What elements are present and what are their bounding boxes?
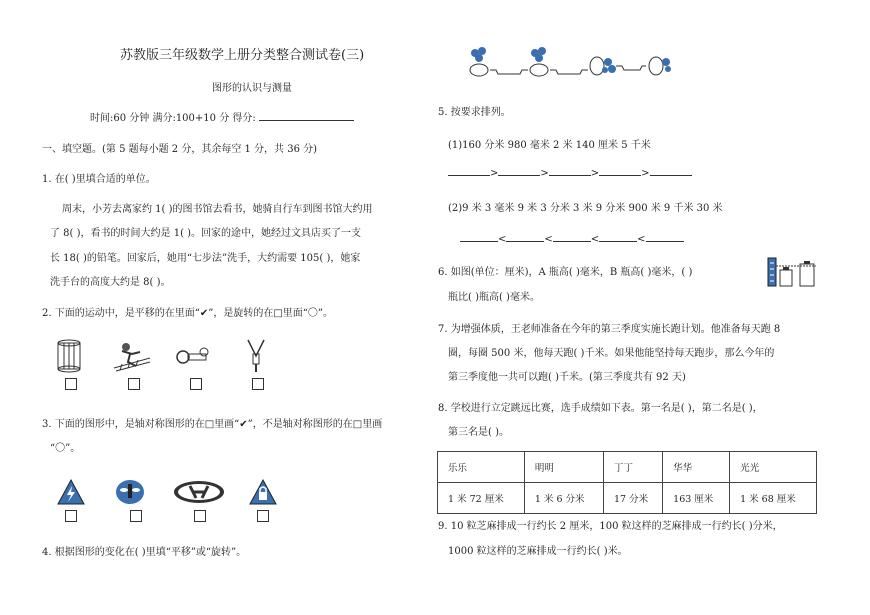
q3-answer-box[interactable]	[65, 510, 77, 522]
order-sign: <	[637, 234, 646, 245]
q8-line1: 8. 学校进行立定跳远比赛，选手成绩如下表。第一名是( )，第二名是( )，	[438, 403, 763, 414]
table-cell-score: 1 米 6 分米	[524, 483, 603, 514]
q5-prompt: 5. 按要求排列。	[438, 107, 511, 118]
table-cell-score: 1 米 68 厘米	[730, 483, 817, 514]
q1-line: 周末，小芳去离家约 1( )的图书馆去看书，她骑自行车到图书馆大约用	[62, 204, 373, 215]
q6-line2: 瓶比( )瓶高( )毫米。	[448, 292, 540, 303]
jump-results-table	[437, 451, 817, 514]
order-blank[interactable]	[646, 232, 684, 242]
bottles-ruler-icon	[766, 256, 818, 288]
table-row	[438, 452, 817, 483]
order-blank[interactable]	[460, 232, 498, 242]
order-blank[interactable]	[599, 166, 641, 176]
q9-line1: 9. 10 粒芝麻排成一行约长 2 厘米，100 粒这样的芝麻排成一行约长( )分米，	[438, 521, 783, 532]
order-sign: <	[498, 234, 507, 245]
q4-prompt: 4. 根据图形的变化在( )里填“平移”或“旋转”。	[42, 547, 247, 558]
q3-answer-box[interactable]	[194, 510, 206, 522]
hyundai-logo-icon	[172, 480, 226, 504]
q2-prompt: 2. 下面的运动中，是平移的在里面“✔”，是旋转的在□里面“〇”。	[42, 308, 333, 319]
q2-answer-box[interactable]	[190, 378, 202, 390]
order-blank[interactable]	[448, 166, 490, 176]
table-cell-score: 17 分米	[603, 483, 662, 514]
q1-line: 长 18( )的铅笔。回家后，她用“七步法”洗手，大约需要 105( )，她家	[50, 253, 361, 264]
page-subtitle: 图形的认识与测量	[212, 83, 292, 94]
exam-meta	[90, 109, 354, 124]
q7-line: 7. 为增强体质，王老师准备在今年的第三季度实施长跑计划。他准备每天跑 8	[438, 324, 781, 335]
lock-sign-icon	[248, 478, 278, 506]
revolving-door-icon	[56, 338, 82, 374]
section-heading: 一、填空题。(第 5 题每小题 2 分，其余每空 1 分，共 36 分)	[42, 144, 318, 155]
order-blank[interactable]	[599, 232, 637, 242]
q2-answer-box[interactable]	[252, 378, 264, 390]
q1-line: 洗手台的高度大约是 8( )。	[50, 277, 171, 288]
q1-line: 了 8( )，看书的时间大约是 1( )。回家的途中，她经过文具店买了一支	[50, 228, 362, 239]
opera-mask-icon	[112, 478, 148, 506]
sliding-person-icon	[112, 342, 152, 372]
q5-sub1: (1)160 分米 980 毫米 2 米 140 厘米 5 千米	[448, 140, 651, 151]
q5-sub1-answer-row	[448, 166, 692, 179]
table-cell-name: 乐乐	[438, 452, 525, 483]
q1-prompt: 1. 在( )里填合适的单位。	[42, 174, 156, 185]
wrench-icon	[176, 346, 210, 368]
order-blank[interactable]	[549, 166, 591, 176]
table-row	[438, 483, 817, 514]
warning-triangle-icon	[56, 478, 86, 506]
q5-sub2: (2)9 米 3 毫米 9 米 3 分米 3 米 9 分米 900 米 9 千米 30 米	[448, 203, 723, 214]
table-cell-name: 光光	[730, 452, 817, 483]
exam-meta-text: 时间:60 分钟 满分:100+10 分 得分:	[90, 113, 256, 124]
order-sign: >	[540, 168, 549, 179]
order-sign: <	[590, 234, 600, 245]
q5-sub2-answer-row	[460, 232, 684, 245]
flower-pot-sequence-icon	[462, 44, 672, 78]
q2-answer-box[interactable]	[128, 378, 140, 390]
q8-line2: 第三名是( )。	[448, 427, 509, 438]
table-cell-name: 明明	[524, 452, 603, 483]
q2-answer-box[interactable]	[65, 378, 77, 390]
order-blank[interactable]	[506, 232, 544, 242]
zipper-icon	[244, 338, 268, 374]
table-cell-name: 丁丁	[603, 452, 662, 483]
q7-line: 第三季度他一共可以跑( )千米。(第三季度共有 92 天)	[448, 372, 686, 383]
order-blank[interactable]	[498, 166, 540, 176]
table-cell-score: 163 厘米	[663, 483, 730, 514]
table-cell-score: 1 米 72 厘米	[438, 483, 525, 514]
q3-prompt: “〇”。	[50, 443, 81, 454]
page-title: 苏教版三年级数学上册分类整合测试卷(三)	[120, 48, 365, 63]
q6-line1: 6. 如图(单位：厘米)，A 瓶高( )毫米，B 瓶高( )毫米，( )	[438, 267, 693, 278]
q9-line2: 1000 粒这样的芝麻排成一行约长( )米。	[448, 546, 628, 557]
score-blank[interactable]	[259, 111, 354, 121]
q3-prompt: 3. 下面的图形中，是轴对称图形的在□里画“✔”，不是轴对称图形的在□里画	[42, 419, 383, 430]
order-sign: >	[490, 168, 499, 179]
table-cell-name: 华华	[663, 452, 730, 483]
order-blank[interactable]	[553, 232, 591, 242]
q3-answer-box[interactable]	[257, 510, 269, 522]
order-sign: >	[641, 168, 650, 179]
q7-line: 圈，每圈 500 米，他每天跑( )千米。如果他能坚持每天跑步，那么今年的	[448, 348, 775, 359]
order-sign: >	[590, 168, 600, 179]
order-sign: <	[544, 234, 553, 245]
order-blank[interactable]	[650, 166, 692, 176]
q3-answer-box[interactable]	[130, 510, 142, 522]
